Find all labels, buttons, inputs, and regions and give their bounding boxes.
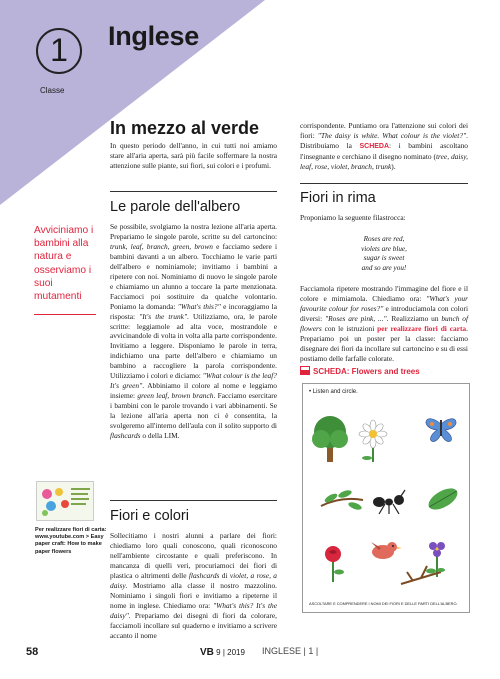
rhyme-poem: Roses are red, violets are blue, sugar is sweet and so are you! [361, 235, 407, 272]
worksheet-footer: ASCOLTARE E COMPRENDERE I NOMI DEI FIORI E DELLE PARTI DELL'ALBERO. [309, 601, 458, 606]
rule-3 [300, 183, 468, 184]
sidebar-quote: Avviciniamo i bambini alla natura e osserviamo i suoi mutamenti [34, 225, 94, 303]
rhyme-intro: Proponiamo la seguente filastrocca: [300, 213, 406, 222]
ant-icon [373, 490, 405, 514]
branch-with-leaves-icon [321, 489, 363, 511]
craft-thumbnail [36, 481, 94, 521]
article-title: In mezzo al verde [110, 118, 260, 138]
section-heading-tree: Le parole dell'albero [110, 199, 241, 215]
leaf-icon [425, 484, 461, 514]
tree-icon [312, 416, 348, 462]
rule-2 [110, 500, 277, 501]
classe-label: Classe [40, 86, 65, 95]
worksheet-header: SCHEDA: Flowers and trees [300, 366, 420, 376]
daisy-icon [359, 420, 387, 462]
section-flowers-body: Sollecitiamo i nostri alunni a parlare dei fiori: chiediamo loro quali conoscono, quali riconoscono nell'ambiente circostante e quali preferiscono. In mancanza di quelli veri, procuriamoci dei fiori di plastica o altrimenti delle flashcards di violet, a rose, a daisy. Mostriamo alla classe il nostro mazzolino. Nominiamo i singoli fiori e invitiamo a ripeterne il nome in inglese. Chiediamo ora: "What's this? It's the daisy". Prepariamo dei disegni di fiori da colorare, facciamoli incollare sul quaderno e invitiamo a scrivere accanto il nome [110, 531, 277, 640]
worksheet-icon [300, 366, 310, 375]
section-heading-rhyme: Fiori in rima [300, 190, 376, 206]
craft-link[interactable]: www.youtube.com > Easy paper craft: How to make paper flowers [35, 534, 104, 555]
section-heading-flowers: Fiori e colori [110, 508, 189, 524]
butterfly-icon [426, 419, 456, 442]
sidebar-divider [34, 314, 96, 315]
page-number: 58 [26, 646, 39, 658]
worksheet-panel [302, 383, 470, 613]
paper-flowers-image [37, 482, 93, 520]
section-rhyme-body: Facciamola ripetere mostrando l'immagine del fiore e il colore e mimiamola. Chiediamo ora: "What's your favourite colour for roses?" e introduciamola con colori diversi: "Roses are pink, ...". Realizziamo un bunch of flowers con le istruzioni per realizzare fiori di carta. Prepariamo poi un poster per la classe: facciamo disegnare dei fiori da incollare sul cartoncino e su di essi postiamo delle farfalle colorate. [300, 284, 469, 363]
paper-flowers-link[interactable]: per realizzare fiori di carta [377, 323, 467, 333]
section-tree-body: Se possibile, svolgiamo la nostra lezione all'aria aperta. Prepariamo le singole parole, scritte su del cartoncino: trunk, leaf, branch, green, brown e facciamo sedere i bambini davanti a un albero. Tocchiamo le varie parti dell'albero e nominiamole; invitiamo i bambini a ripetere con noi. Nominiamo di nuovo le singole parole e chiamiamo un alunno a toccare la parte menzionata. Facciamoci poi sostituire da qualche volontario. Poniamo la domanda: "What's this?" e incoraggiamo la risposta: "It's the trunk". Utilizziamo, ora, le parole scritte: leggiamole ad alta voce, mostrandole e avvicinandole di volta in volta alla parte corrispondente. Invitiamo a leggere. Disponiamo le parole in terra, indichiamo una parte dell'albero e chiamiamo un bambino a raccogliere la parola corrispondente. Utilizziamo i colori e diciamo: "What colour is the leaf? It's green". Abbiniamo il colore al nome e leggiamo insieme: green leaf, brown branch. Facciamo esercitare i bambini con le parole trovando i vari abbinamenti. Se la lezione all'aria aperta non ci è consentita, la svolgeremo all'interno dell'aula con il solito supporto di flashcards o della LIM. [110, 222, 277, 441]
lesson-number-badge: 1 [36, 28, 82, 74]
bird-icon [371, 542, 402, 559]
page-title: Inglese [108, 21, 199, 51]
rose-icon [325, 546, 344, 582]
worksheet-illustrations [303, 384, 469, 612]
worksheet-instruction: • Listen and circle. [309, 389, 358, 395]
col3-top-body: corrispondente. Puntiamo ora l'attenzione sui colori dei fiori: "The daisy is white. What colour is the violet?". Distribuiamo la SCHEDA: i bambini ascoltano l'insegnante e cerchiano il disegno nominato (tree, daisy, leaf, rose, violet, branch, trunk). [300, 121, 469, 171]
rule-1 [110, 191, 277, 192]
footer-magazine: VB 9 | 2019 [200, 647, 245, 658]
bare-branch-icon [401, 566, 445, 584]
footer-subject: INGLESE | 1 | [262, 646, 319, 656]
article-intro: In questo periodo dell'anno, in cui tutti noi amiamo stare all'aria aperta, sarà più facile soffermare la nostra attenzione sulle piante, sui fiori, sui colori e i profumi. [110, 141, 277, 170]
craft-caption: Per realizzare fiori di carta: www.youtube.com > Easy paper craft: How to make paper flowers [35, 527, 107, 555]
